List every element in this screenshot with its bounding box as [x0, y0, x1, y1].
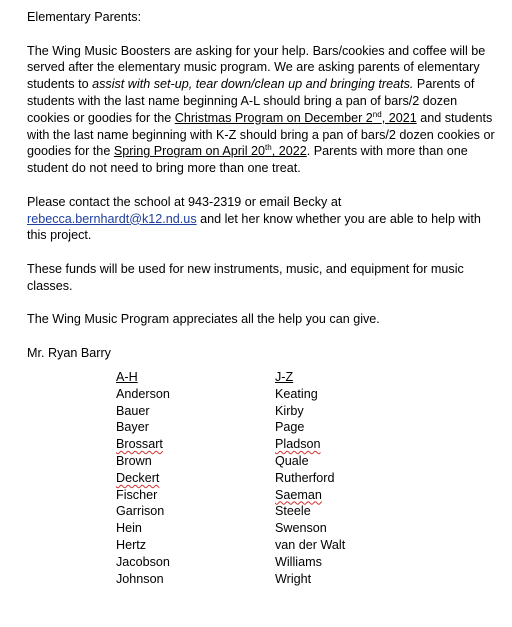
christmas-date-year: , 2021	[381, 110, 417, 125]
list-item: Williams	[275, 554, 322, 569]
spring-date-text: Spring Program on April 20	[113, 144, 266, 159]
spring-date-suffix: th	[265, 143, 272, 153]
list-item	[275, 436, 425, 453]
request-text-c: and students with the last name beginning with K-Z should bring a pan of bars/2 dozen cookies or goodies for the	[27, 110, 495, 159]
list-header-a-h: A-H	[116, 370, 138, 384]
paragraph-thanks: The Wing Music Program appreciates all the help you can give.	[27, 312, 380, 327]
list-item: Keating	[275, 386, 318, 401]
list-item	[275, 487, 425, 504]
paragraph-request	[27, 43, 497, 177]
paragraph-funds: These funds will be used for new instruments, music, and equipment for music classes.	[27, 261, 464, 293]
paragraph-contact	[27, 194, 497, 244]
list-item: Rutherford	[275, 470, 335, 485]
list-item: Bayer	[116, 420, 149, 435]
list-item: Johnson	[116, 571, 164, 586]
list-item: Bauer	[116, 403, 150, 418]
list-item	[116, 470, 266, 487]
spellcheck-flagged-word: Saeman	[275, 487, 322, 502]
spellcheck-flagged-word: Deckert	[116, 470, 160, 485]
list-item: Hein	[116, 521, 142, 536]
list-item: Page	[275, 420, 305, 435]
list-j-z	[275, 369, 425, 587]
letter	[27, 9, 497, 379]
spring-program-date	[114, 144, 307, 158]
request-text-b: Parents of students with the last name beginning A-L should bring a pan of bars/2 dozen cookies or goodies for the	[27, 77, 475, 125]
list-item: Brown	[116, 453, 152, 468]
list-item: Hertz	[116, 537, 147, 552]
list-item: Anderson	[116, 386, 170, 401]
list-item	[116, 436, 266, 453]
salutation: Elementary Parents:	[27, 10, 142, 24]
request-text-d: . Parents with more than one student do not need to bring more than one treat.	[27, 144, 468, 176]
list-item: Steele	[275, 504, 311, 519]
list-item: Wright	[275, 571, 312, 586]
request-text-a: The Wing Music Boosters are asking for your help. Bars/cookies and coffee will be served after the elementary music program. We are asking parents of elementary students to	[27, 43, 486, 92]
email-link[interactable]: rebecca.bernhardt@k12.nd.us	[27, 211, 197, 226]
list-item: Jacobson	[116, 554, 170, 569]
request-italic-tasks: assist with set-up, tear down/clean up and bringing treats.	[92, 77, 414, 92]
contact-text-a: Please contact the school at 943-2319 or email Becky at	[27, 194, 342, 209]
christmas-date-text: Christmas Program on December 2	[174, 110, 373, 125]
spring-date-year: , 2022	[271, 144, 307, 159]
signature: Mr. Ryan Barry	[27, 345, 111, 360]
list-a-h	[116, 369, 266, 587]
christmas-date-suffix: nd	[372, 109, 382, 119]
christmas-program-date	[175, 111, 417, 125]
list-item: Fischer	[116, 487, 158, 502]
list-item: Quale	[275, 453, 309, 468]
list-header-j-z: J-Z	[275, 370, 294, 384]
list-item: Swenson	[275, 521, 327, 536]
spellcheck-flagged-word: Pladson	[275, 437, 321, 452]
list-item: Kirby	[275, 403, 304, 418]
list-item: van der Walt	[275, 537, 346, 552]
list-item: Garrison	[116, 504, 165, 519]
contact-text-b: and let her know whether you are able to help with this project.	[27, 211, 481, 243]
spellcheck-flagged-word: Brossart	[116, 437, 163, 452]
